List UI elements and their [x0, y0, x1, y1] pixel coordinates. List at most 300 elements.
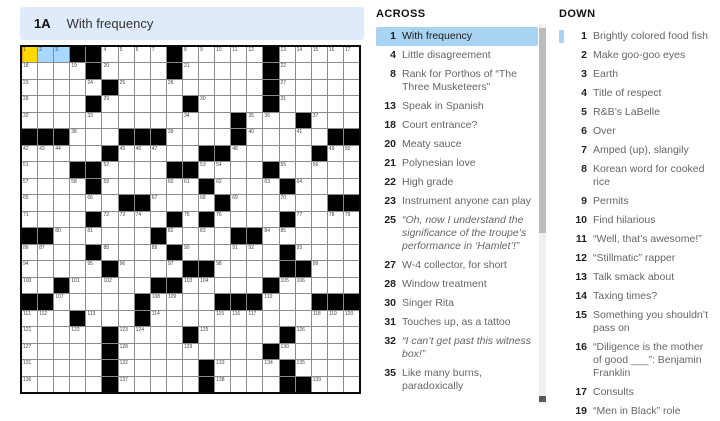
- grid-cell[interactable]: [247, 113, 262, 128]
- grid-cell[interactable]: [280, 344, 295, 359]
- grid-cell[interactable]: [135, 261, 150, 276]
- grid-cell-highlighted[interactable]: [54, 47, 69, 62]
- grid-cell[interactable]: [38, 311, 53, 326]
- grid-cell[interactable]: [199, 294, 214, 309]
- grid-cell[interactable]: [38, 344, 53, 359]
- grid-cell[interactable]: [328, 212, 343, 227]
- grid-cell[interactable]: [263, 113, 278, 128]
- down-clue-16[interactable]: [559, 338, 717, 383]
- grid-cell[interactable]: [280, 96, 295, 111]
- grid-cell[interactable]: [312, 377, 327, 392]
- grid-cell[interactable]: [22, 96, 37, 111]
- grid-cell[interactable]: [22, 195, 37, 210]
- grid-cell[interactable]: [280, 80, 295, 95]
- grid-cell[interactable]: [151, 360, 166, 375]
- grid-cell[interactable]: [296, 311, 311, 326]
- grid-cell[interactable]: [344, 47, 359, 62]
- grid-cell[interactable]: [263, 195, 278, 210]
- grid-cell[interactable]: [247, 179, 262, 194]
- grid-cell[interactable]: [119, 245, 134, 260]
- grid-cell[interactable]: [167, 113, 182, 128]
- grid-cell[interactable]: [151, 245, 166, 260]
- grid-cell[interactable]: [86, 327, 101, 342]
- grid-cell[interactable]: [119, 96, 134, 111]
- grid-cell[interactable]: [183, 179, 198, 194]
- grid-cell[interactable]: [215, 344, 230, 359]
- grid-cell[interactable]: [102, 245, 117, 260]
- grid-cell[interactable]: [119, 360, 134, 375]
- grid-cell[interactable]: [344, 146, 359, 161]
- grid-cell[interactable]: [102, 228, 117, 243]
- grid-cell[interactable]: [38, 360, 53, 375]
- grid-cell[interactable]: [102, 212, 117, 227]
- down-clue-13[interactable]: [559, 268, 717, 287]
- grid-cell[interactable]: [199, 162, 214, 177]
- grid-cell[interactable]: [102, 278, 117, 293]
- grid-cell[interactable]: [199, 344, 214, 359]
- clue-list-scrollbar-thumb[interactable]: [539, 28, 546, 233]
- grid-cell[interactable]: [263, 327, 278, 342]
- across-clue-23[interactable]: [376, 192, 538, 211]
- grid-cell[interactable]: [280, 311, 295, 326]
- grid-cell[interactable]: [119, 113, 134, 128]
- across-clue-30[interactable]: [376, 294, 538, 313]
- grid-cell[interactable]: [70, 360, 85, 375]
- grid-cell[interactable]: [167, 228, 182, 243]
- down-clue-8[interactable]: [559, 160, 717, 192]
- grid-cell[interactable]: [263, 212, 278, 227]
- across-clue-22[interactable]: [376, 173, 538, 192]
- grid-cell[interactable]: [54, 261, 69, 276]
- across-clue-21[interactable]: [376, 154, 538, 173]
- grid-cell[interactable]: [344, 228, 359, 243]
- grid-cell[interactable]: [119, 212, 134, 227]
- grid-cell[interactable]: [328, 228, 343, 243]
- grid-cell[interactable]: [135, 162, 150, 177]
- down-clue-3[interactable]: [559, 65, 717, 84]
- grid-cell[interactable]: [344, 278, 359, 293]
- grid-cell[interactable]: [151, 294, 166, 309]
- grid-cell[interactable]: [296, 245, 311, 260]
- grid-cell[interactable]: [86, 344, 101, 359]
- grid-cell[interactable]: [167, 377, 182, 392]
- grid-cell[interactable]: [70, 146, 85, 161]
- grid-cell[interactable]: [215, 278, 230, 293]
- grid-cell[interactable]: [328, 261, 343, 276]
- across-clue-32[interactable]: [376, 332, 538, 364]
- grid-cell[interactable]: [167, 360, 182, 375]
- grid-cell[interactable]: [344, 96, 359, 111]
- across-clue-8[interactable]: [376, 65, 538, 97]
- grid-cell[interactable]: [296, 47, 311, 62]
- grid-cell[interactable]: [215, 311, 230, 326]
- grid-cell[interactable]: [247, 311, 262, 326]
- grid-cell[interactable]: [22, 245, 37, 260]
- grid-cell[interactable]: [70, 261, 85, 276]
- grid-cell[interactable]: [70, 63, 85, 78]
- grid-cell[interactable]: [296, 162, 311, 177]
- across-clue-20[interactable]: [376, 135, 538, 154]
- grid-cell[interactable]: [102, 311, 117, 326]
- grid-cell[interactable]: [86, 228, 101, 243]
- grid-cell[interactable]: [38, 261, 53, 276]
- grid-cell[interactable]: [151, 261, 166, 276]
- grid-cell[interactable]: [215, 377, 230, 392]
- grid-cell[interactable]: [102, 63, 117, 78]
- grid-cell[interactable]: [215, 162, 230, 177]
- grid-cell[interactable]: [22, 360, 37, 375]
- grid-cell[interactable]: [344, 179, 359, 194]
- grid-cell[interactable]: [312, 228, 327, 243]
- grid-cell[interactable]: [70, 113, 85, 128]
- grid-cell[interactable]: [231, 245, 246, 260]
- grid-cell[interactable]: [167, 96, 182, 111]
- grid-cell[interactable]: [54, 377, 69, 392]
- grid-cell[interactable]: [312, 344, 327, 359]
- grid-cell[interactable]: [231, 63, 246, 78]
- grid-cell[interactable]: [86, 113, 101, 128]
- grid-cell[interactable]: [167, 294, 182, 309]
- grid-cell[interactable]: [70, 344, 85, 359]
- grid-cell[interactable]: [263, 261, 278, 276]
- grid-cell[interactable]: [199, 311, 214, 326]
- grid-cell[interactable]: [231, 195, 246, 210]
- grid-cell[interactable]: [344, 245, 359, 260]
- grid-cell[interactable]: [215, 360, 230, 375]
- grid-cell[interactable]: [135, 360, 150, 375]
- grid-cell[interactable]: [328, 96, 343, 111]
- grid-cell[interactable]: [167, 344, 182, 359]
- grid-cell[interactable]: [312, 245, 327, 260]
- grid-cell[interactable]: [312, 212, 327, 227]
- grid-cell[interactable]: [86, 278, 101, 293]
- grid-cell[interactable]: [167, 195, 182, 210]
- grid-cell[interactable]: [215, 245, 230, 260]
- grid-cell[interactable]: [86, 311, 101, 326]
- grid-cell[interactable]: [54, 63, 69, 78]
- grid-cell[interactable]: [102, 179, 117, 194]
- down-clue-19[interactable]: [559, 402, 717, 421]
- grid-cell[interactable]: [135, 212, 150, 227]
- grid-cell[interactable]: [328, 113, 343, 128]
- grid-cell[interactable]: [135, 80, 150, 95]
- grid-cell[interactable]: [102, 47, 117, 62]
- grid-cell[interactable]: [54, 344, 69, 359]
- grid-cell-selected[interactable]: [22, 47, 37, 62]
- grid-cell[interactable]: [135, 228, 150, 243]
- grid-cell[interactable]: [70, 129, 85, 144]
- grid-cell[interactable]: [102, 113, 117, 128]
- grid-cell[interactable]: [135, 377, 150, 392]
- grid-cell[interactable]: [183, 80, 198, 95]
- grid-cell[interactable]: [167, 311, 182, 326]
- grid-cell[interactable]: [22, 179, 37, 194]
- grid-cell[interactable]: [280, 47, 295, 62]
- grid-cell[interactable]: [328, 245, 343, 260]
- grid-cell[interactable]: [183, 344, 198, 359]
- grid-cell[interactable]: [344, 162, 359, 177]
- grid-cell[interactable]: [344, 344, 359, 359]
- down-clue-7[interactable]: [559, 141, 717, 160]
- grid-cell[interactable]: [167, 327, 182, 342]
- grid-cell[interactable]: [70, 377, 85, 392]
- grid-cell[interactable]: [119, 63, 134, 78]
- grid-cell[interactable]: [22, 327, 37, 342]
- grid-cell[interactable]: [38, 162, 53, 177]
- grid-cell[interactable]: [54, 212, 69, 227]
- grid-cell[interactable]: [22, 261, 37, 276]
- grid-cell[interactable]: [54, 245, 69, 260]
- grid-cell[interactable]: [38, 146, 53, 161]
- across-clue-28[interactable]: [376, 275, 538, 294]
- grid-cell[interactable]: [263, 245, 278, 260]
- grid-cell[interactable]: [102, 294, 117, 309]
- grid-cell[interactable]: [296, 360, 311, 375]
- grid-cell[interactable]: [102, 195, 117, 210]
- grid-cell[interactable]: [344, 377, 359, 392]
- grid-cell[interactable]: [247, 129, 262, 144]
- grid-cell[interactable]: [86, 294, 101, 309]
- grid-cell[interactable]: [199, 195, 214, 210]
- grid-cell[interactable]: [247, 344, 262, 359]
- grid-cell[interactable]: [344, 327, 359, 342]
- grid-cell[interactable]: [312, 47, 327, 62]
- down-clue-6[interactable]: [559, 122, 717, 141]
- grid-cell[interactable]: [199, 113, 214, 128]
- grid-cell[interactable]: [135, 96, 150, 111]
- grid-cell[interactable]: [54, 146, 69, 161]
- grid-cell[interactable]: [280, 162, 295, 177]
- grid-cell[interactable]: [215, 228, 230, 243]
- grid-cell[interactable]: [231, 327, 246, 342]
- grid-cell[interactable]: [344, 212, 359, 227]
- grid-cell[interactable]: [247, 212, 262, 227]
- grid-cell[interactable]: [183, 360, 198, 375]
- across-clue-35[interactable]: [376, 364, 538, 396]
- across-clue-25[interactable]: [376, 211, 538, 256]
- across-clue-1-selected[interactable]: [376, 27, 538, 46]
- grid-cell[interactable]: [119, 344, 134, 359]
- grid-cell[interactable]: [135, 327, 150, 342]
- grid-cell[interactable]: [215, 113, 230, 128]
- grid-cell[interactable]: [247, 96, 262, 111]
- grid-cell[interactable]: [54, 162, 69, 177]
- grid-cell[interactable]: [247, 47, 262, 62]
- grid-cell[interactable]: [215, 47, 230, 62]
- grid-cell[interactable]: [344, 311, 359, 326]
- grid-cell[interactable]: [328, 344, 343, 359]
- grid-cell[interactable]: [183, 278, 198, 293]
- grid-cell[interactable]: [38, 377, 53, 392]
- grid-cell[interactable]: [231, 80, 246, 95]
- grid-cell[interactable]: [296, 327, 311, 342]
- grid-cell[interactable]: [183, 146, 198, 161]
- grid-cell[interactable]: [247, 80, 262, 95]
- grid-cell[interactable]: [215, 261, 230, 276]
- grid-cell[interactable]: [247, 278, 262, 293]
- grid-cell[interactable]: [312, 80, 327, 95]
- grid-cell[interactable]: [247, 162, 262, 177]
- across-clue-31[interactable]: [376, 313, 538, 332]
- grid-cell[interactable]: [151, 179, 166, 194]
- grid-cell[interactable]: [199, 327, 214, 342]
- grid-cell[interactable]: [86, 195, 101, 210]
- grid-cell[interactable]: [296, 212, 311, 227]
- across-clue-18[interactable]: [376, 116, 538, 135]
- grid-cell[interactable]: [231, 96, 246, 111]
- grid-cell[interactable]: [312, 360, 327, 375]
- grid-cell[interactable]: [38, 63, 53, 78]
- grid-cell[interactable]: [280, 146, 295, 161]
- grid-cell[interactable]: [296, 294, 311, 309]
- grid-cell[interactable]: [119, 179, 134, 194]
- grid-cell[interactable]: [135, 113, 150, 128]
- grid-cell[interactable]: [296, 96, 311, 111]
- down-clue-14[interactable]: [559, 287, 717, 306]
- grid-cell[interactable]: [22, 344, 37, 359]
- grid-cell[interactable]: [312, 327, 327, 342]
- grid-cell[interactable]: [151, 96, 166, 111]
- down-clue-4[interactable]: [559, 84, 717, 103]
- grid-cell[interactable]: [344, 80, 359, 95]
- grid-cell[interactable]: [119, 261, 134, 276]
- grid-cell[interactable]: [86, 377, 101, 392]
- crossword-grid[interactable]: [20, 45, 361, 394]
- grid-cell[interactable]: [263, 360, 278, 375]
- grid-cell[interactable]: [151, 377, 166, 392]
- grid-cell[interactable]: [183, 212, 198, 227]
- grid-cell[interactable]: [183, 245, 198, 260]
- grid-cell-highlighted[interactable]: [38, 47, 53, 62]
- grid-cell[interactable]: [151, 311, 166, 326]
- grid-cell[interactable]: [312, 261, 327, 276]
- grid-cell[interactable]: [86, 80, 101, 95]
- grid-cell[interactable]: [54, 311, 69, 326]
- down-clue-5[interactable]: [559, 103, 717, 122]
- grid-cell[interactable]: [231, 311, 246, 326]
- grid-cell[interactable]: [296, 129, 311, 144]
- grid-cell[interactable]: [86, 129, 101, 144]
- grid-cell[interactable]: [247, 360, 262, 375]
- grid-cell[interactable]: [296, 63, 311, 78]
- clue-list-scrollbar-end[interactable]: [539, 396, 546, 402]
- grid-cell[interactable]: [119, 311, 134, 326]
- grid-cell[interactable]: [183, 129, 198, 144]
- grid-cell[interactable]: [54, 96, 69, 111]
- grid-cell[interactable]: [280, 294, 295, 309]
- down-clue-11[interactable]: [559, 230, 717, 249]
- grid-cell[interactable]: [38, 80, 53, 95]
- grid-cell[interactable]: [328, 63, 343, 78]
- down-clue-17[interactable]: [559, 383, 717, 402]
- grid-cell[interactable]: [119, 327, 134, 342]
- grid-cell[interactable]: [119, 146, 134, 161]
- grid-cell[interactable]: [296, 146, 311, 161]
- grid-cell[interactable]: [312, 179, 327, 194]
- grid-cell[interactable]: [22, 80, 37, 95]
- grid-cell[interactable]: [199, 278, 214, 293]
- grid-cell[interactable]: [199, 63, 214, 78]
- grid-cell[interactable]: [54, 80, 69, 95]
- grid-cell[interactable]: [247, 377, 262, 392]
- grid-cell[interactable]: [151, 344, 166, 359]
- grid-cell[interactable]: [102, 96, 117, 111]
- grid-cell[interactable]: [151, 195, 166, 210]
- grid-cell[interactable]: [328, 179, 343, 194]
- grid-cell[interactable]: [247, 146, 262, 161]
- grid-cell[interactable]: [183, 63, 198, 78]
- grid-cell[interactable]: [231, 344, 246, 359]
- grid-cell[interactable]: [183, 47, 198, 62]
- grid-cell[interactable]: [231, 360, 246, 375]
- grid-cell[interactable]: [38, 327, 53, 342]
- grid-cell[interactable]: [38, 96, 53, 111]
- grid-cell[interactable]: [54, 294, 69, 309]
- grid-cell[interactable]: [119, 80, 134, 95]
- grid-cell[interactable]: [22, 146, 37, 161]
- grid-cell[interactable]: [135, 63, 150, 78]
- grid-cell[interactable]: [151, 146, 166, 161]
- grid-cell[interactable]: [312, 195, 327, 210]
- grid-cell[interactable]: [151, 113, 166, 128]
- grid-cell[interactable]: [102, 129, 117, 144]
- grid-cell[interactable]: [86, 360, 101, 375]
- grid-cell[interactable]: [231, 146, 246, 161]
- grid-cell[interactable]: [70, 179, 85, 194]
- grid-cell[interactable]: [328, 162, 343, 177]
- grid-cell[interactable]: [70, 294, 85, 309]
- grid-cell[interactable]: [54, 113, 69, 128]
- grid-cell[interactable]: [215, 80, 230, 95]
- grid-cell[interactable]: [199, 245, 214, 260]
- grid-cell[interactable]: [199, 129, 214, 144]
- grid-cell[interactable]: [344, 261, 359, 276]
- grid-cell[interactable]: [70, 228, 85, 243]
- across-clue-13[interactable]: [376, 97, 538, 116]
- grid-cell[interactable]: [183, 294, 198, 309]
- grid-cell[interactable]: [183, 311, 198, 326]
- across-clue-4[interactable]: [376, 46, 538, 65]
- grid-cell[interactable]: [231, 377, 246, 392]
- grid-cell[interactable]: [231, 162, 246, 177]
- grid-cell[interactable]: [215, 179, 230, 194]
- grid-cell[interactable]: [54, 360, 69, 375]
- grid-cell[interactable]: [296, 80, 311, 95]
- grid-cell[interactable]: [328, 360, 343, 375]
- grid-cell[interactable]: [151, 47, 166, 62]
- grid-cell[interactable]: [312, 63, 327, 78]
- grid-cell[interactable]: [70, 245, 85, 260]
- across-clue-27[interactable]: [376, 256, 538, 275]
- grid-cell[interactable]: [312, 311, 327, 326]
- grid-cell[interactable]: [86, 261, 101, 276]
- grid-cell[interactable]: [54, 327, 69, 342]
- grid-cell[interactable]: [328, 47, 343, 62]
- grid-cell[interactable]: [280, 228, 295, 243]
- grid-cell[interactable]: [280, 278, 295, 293]
- grid-cell[interactable]: [263, 311, 278, 326]
- grid-cell[interactable]: [183, 113, 198, 128]
- down-clue-9[interactable]: [559, 192, 717, 211]
- grid-cell[interactable]: [167, 261, 182, 276]
- grid-cell[interactable]: [70, 327, 85, 342]
- grid-cell[interactable]: [296, 228, 311, 243]
- grid-cell[interactable]: [119, 228, 134, 243]
- grid-cell[interactable]: [312, 278, 327, 293]
- grid-cell[interactable]: [215, 96, 230, 111]
- grid-cell[interactable]: [296, 344, 311, 359]
- grid-cell[interactable]: [263, 377, 278, 392]
